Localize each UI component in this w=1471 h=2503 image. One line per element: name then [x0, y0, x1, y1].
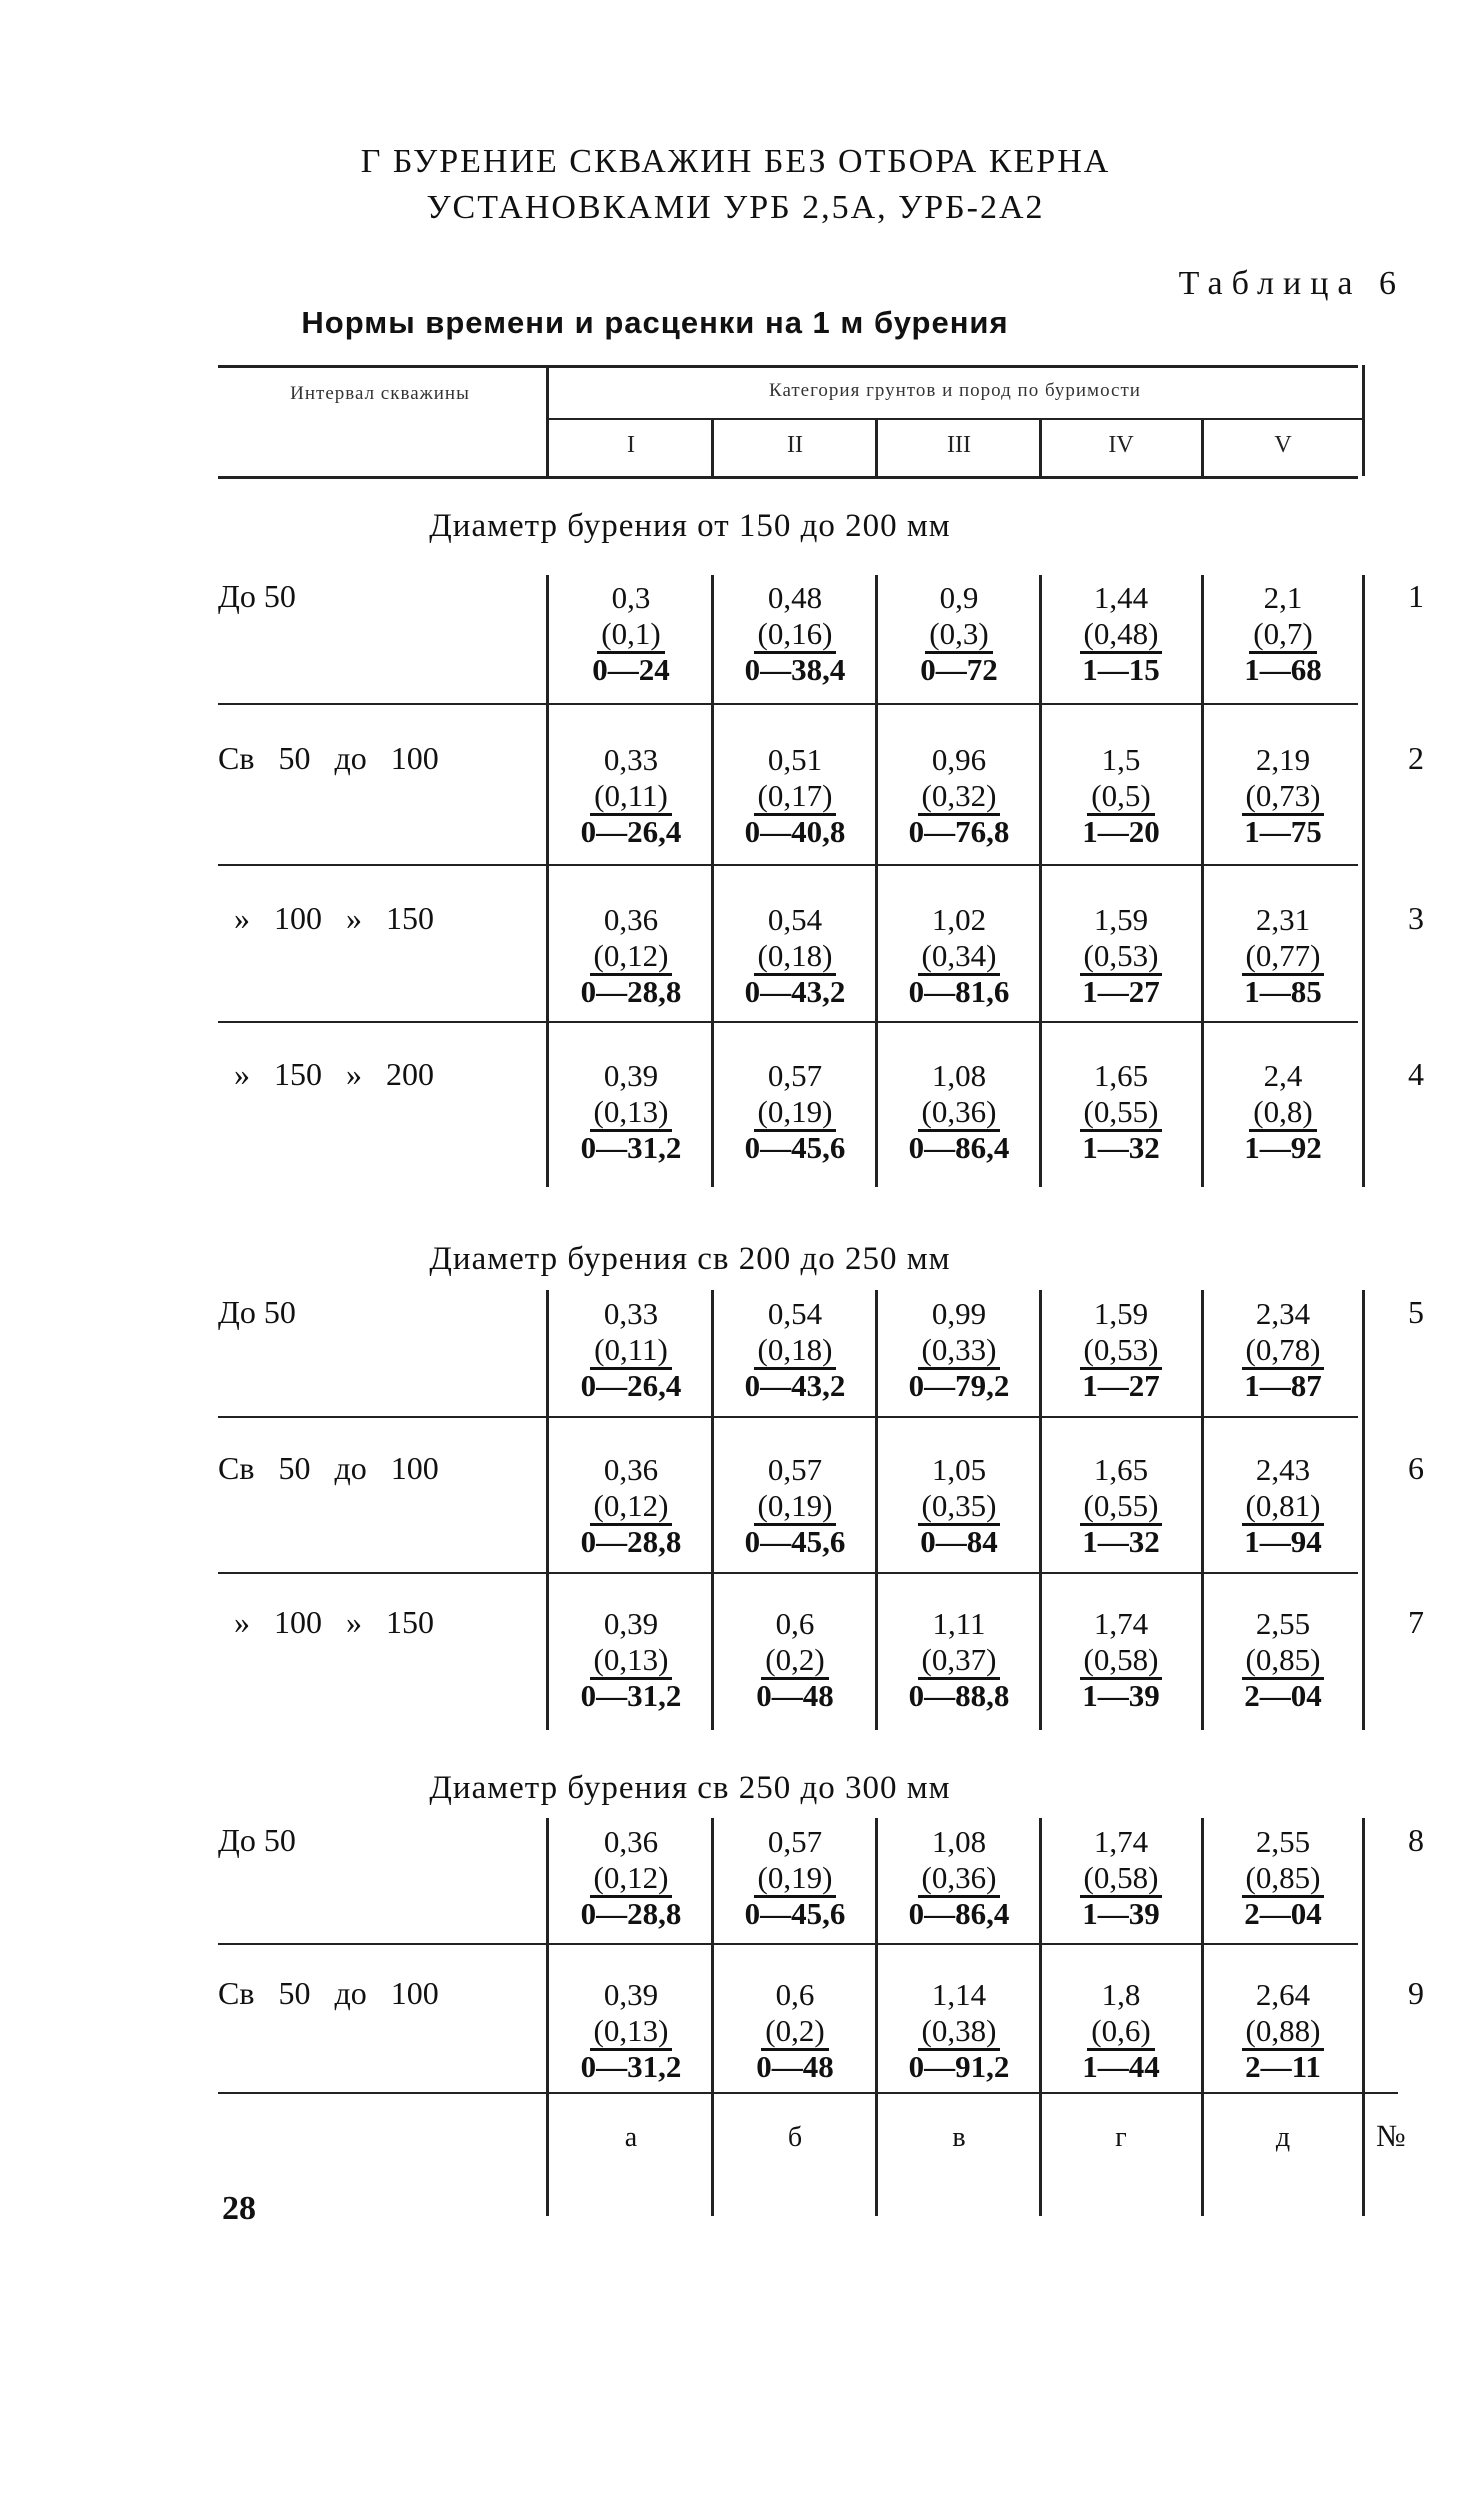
header-divider-col4	[1039, 418, 1042, 476]
row-number: 3	[1408, 900, 1424, 936]
row-number: 7	[1408, 1604, 1424, 1640]
rate-cell: 0,51 (0,17) 0—40,8	[744, 742, 846, 849]
header-divider-col5	[1201, 418, 1204, 476]
header-divider-col2	[711, 418, 714, 476]
rate-cell: 1,11 (0,37) 0—88,8	[908, 1606, 1010, 1713]
rate-cell: 0,3 (0,1) 0—24	[592, 580, 670, 687]
column-rule	[1362, 1818, 1365, 2216]
column-letter-a: а	[624, 2122, 638, 2153]
rate-cell: 2,1 (0,7) 1—68	[1244, 580, 1322, 687]
rate-cell: 2,64 (0,88) 2—11	[1208, 1977, 1358, 2085]
rate-cell: 0,99 (0,33) 0—79,2	[908, 1296, 1010, 1403]
page-number: 28	[222, 2190, 256, 2227]
table-caption: Нормы времени и расценки на 1 м бурения	[301, 305, 1009, 340]
row-number: 5	[1408, 1294, 1424, 1330]
column-letter-b: б	[787, 2122, 803, 2153]
row-label: До 50	[218, 1822, 296, 1858]
rate-cell: 0,54 (0,18) 0—43,2	[744, 1296, 846, 1403]
column-rule	[546, 1290, 549, 1730]
rate-cell: 1,8 (0,6) 1—44	[1082, 1977, 1160, 2084]
row-number: 1	[1408, 578, 1424, 614]
rate-cell: 1,59 (0,53) 1—27	[1046, 902, 1196, 1010]
header-top-rule	[218, 365, 1358, 368]
row-label: » 100 » 150	[218, 1604, 434, 1640]
rate-cell: 0,48 (0,16) 0—38,4	[744, 580, 846, 687]
rate-cell: 2,55 (0,85) 2—04	[1208, 1824, 1358, 1932]
row-label: До 50	[218, 578, 296, 614]
rate-cell: 1,59 (0,53) 1—27	[1046, 1296, 1196, 1404]
rate-cell: 0,39 (0,13) 0—31,2	[580, 1606, 682, 1713]
row-number: 9	[1408, 1975, 1424, 2011]
row-divider	[218, 1943, 1358, 1945]
rate-cell: 0,9 (0,3) 0—72	[920, 580, 998, 687]
row-label: Св 50 до 100	[218, 1975, 439, 2011]
row-label: Св 50 до 100	[218, 1450, 439, 1486]
column-rule	[546, 575, 549, 1187]
header-mid-rule	[548, 418, 1364, 420]
column-rule	[1039, 1818, 1042, 2216]
row-number: 4	[1408, 1056, 1424, 1092]
column-rule	[711, 1818, 714, 2216]
rate-cell: 0,33 (0,11) 0—26,4	[580, 742, 682, 849]
rate-cell: 1,74 (0,58) 1—39	[1046, 1606, 1196, 1714]
rate-cell: 0,39 (0,13) 0—31,2	[580, 1977, 682, 2084]
section-heading-line-1: Г БУРЕНИЕ СКВАЖИН БЕЗ ОТБОРА КЕРНА	[360, 143, 1111, 180]
rate-cell: 1,65 (0,55) 1—32	[1046, 1058, 1196, 1166]
rate-cell: 1,02 (0,34) 0—81,6	[908, 902, 1010, 1009]
number-column-header: №	[1376, 2118, 1406, 2153]
column-rule	[546, 1818, 549, 2216]
column-rule	[711, 1290, 714, 1730]
column-rule	[875, 1290, 878, 1730]
row-divider	[218, 1572, 1358, 1574]
row-divider	[218, 864, 1358, 866]
header-divider-interval	[546, 365, 549, 476]
row-number: 8	[1408, 1822, 1424, 1858]
column-rule	[1201, 1290, 1204, 1730]
column-rule	[1201, 575, 1204, 1187]
rate-cell: 2,31 (0,77) 1—85	[1208, 902, 1358, 1010]
rate-cell: 2,4 (0,8) 1—92	[1244, 1058, 1322, 1165]
column-letter-v: в	[952, 2122, 966, 2153]
column-rule	[875, 575, 878, 1187]
section-title-1: Диаметр бурения от 150 до 200 мм	[429, 508, 951, 544]
rate-cell: 0,36 (0,12) 0—28,8	[580, 1452, 682, 1559]
row-divider	[218, 2092, 1398, 2094]
table-label: Таблица 6	[1178, 265, 1405, 302]
column-letter-d: д	[1275, 2122, 1291, 2153]
rate-cell: 0,6 (0,2) 0—48	[756, 1606, 834, 1713]
column-rule	[1039, 575, 1042, 1187]
row-label: » 150 » 200	[218, 1056, 434, 1092]
header-category-label: Категория грунтов и пород по буримости	[769, 380, 1141, 401]
row-label: До 50	[218, 1294, 296, 1330]
header-category-3: III	[947, 432, 971, 458]
header-category-1: I	[627, 432, 635, 458]
section-heading-line-2: УСТАНОВКАМИ УРБ 2,5А, УРБ-2А2	[426, 189, 1045, 226]
rate-cell: 0,33 (0,11) 0—26,4	[580, 1296, 682, 1403]
rate-cell: 1,74 (0,58) 1—39	[1046, 1824, 1196, 1932]
rate-cell: 0,57 (0,19) 0—45,6	[744, 1452, 846, 1559]
header-category-4: IV	[1108, 432, 1134, 458]
rate-cell: 1,08 (0,36) 0—86,4	[908, 1058, 1010, 1165]
column-rule	[1039, 1290, 1042, 1730]
column-rule	[1362, 575, 1365, 1187]
column-rule	[875, 1818, 878, 2216]
header-divider-right	[1362, 365, 1365, 476]
rate-cell: 0,36 (0,12) 0—28,8	[580, 902, 682, 1009]
header-divider-col3	[875, 418, 878, 476]
rate-cell: 0,36 (0,12) 0—28,8	[580, 1824, 682, 1931]
rate-cell: 0,57 (0,19) 0—45,6	[744, 1058, 846, 1165]
rate-cell: 1,44 (0,48) 1—15	[1046, 580, 1196, 688]
row-label: Св 50 до 100	[218, 740, 439, 776]
header-interval-label: Интервал скважины	[290, 383, 470, 404]
rate-cell: 2,19 (0,73) 1—75	[1208, 742, 1358, 850]
row-divider	[218, 1021, 1358, 1023]
row-divider	[218, 1416, 1358, 1418]
row-number: 6	[1408, 1450, 1424, 1486]
rate-cell: 1,05 (0,35) 0—84	[884, 1452, 1034, 1560]
rate-cell: 0,54 (0,18) 0—43,2	[744, 902, 846, 1009]
rate-cell: 2,34 (0,78) 1—87	[1208, 1296, 1358, 1404]
rate-cell: 0,96 (0,32) 0—76,8	[908, 742, 1010, 849]
rate-cell: 0,6 (0,2) 0—48	[756, 1977, 834, 2084]
rate-cell: 1,65 (0,55) 1—32	[1046, 1452, 1196, 1560]
rate-cell: 1,14 (0,38) 0—91,2	[908, 1977, 1010, 2084]
column-rule	[1201, 1818, 1204, 2216]
header-bottom-rule	[218, 476, 1358, 479]
row-divider	[218, 703, 1358, 705]
rate-cell: 1,08 (0,36) 0—86,4	[908, 1824, 1010, 1931]
header-category-5: V	[1274, 432, 1292, 458]
rate-cell: 1,5 (0,5) 1—20	[1082, 742, 1160, 849]
column-letter-g: г	[1115, 2122, 1127, 2153]
column-rule	[711, 575, 714, 1187]
rate-cell: 2,43 (0,81) 1—94	[1208, 1452, 1358, 1560]
column-rule	[1362, 1290, 1365, 1730]
rate-cell: 0,57 (0,19) 0—45,6	[744, 1824, 846, 1931]
row-label: » 100 » 150	[218, 900, 434, 936]
rate-cell: 2,55 (0,85) 2—04	[1208, 1606, 1358, 1714]
rate-cell: 0,39 (0,13) 0—31,2	[580, 1058, 682, 1165]
section-title-2: Диаметр бурения св 200 до 250 мм	[429, 1241, 951, 1277]
header-category-2: II	[787, 432, 803, 458]
section-title-3: Диаметр бурения св 250 до 300 мм	[429, 1770, 951, 1806]
row-number: 2	[1408, 740, 1424, 776]
